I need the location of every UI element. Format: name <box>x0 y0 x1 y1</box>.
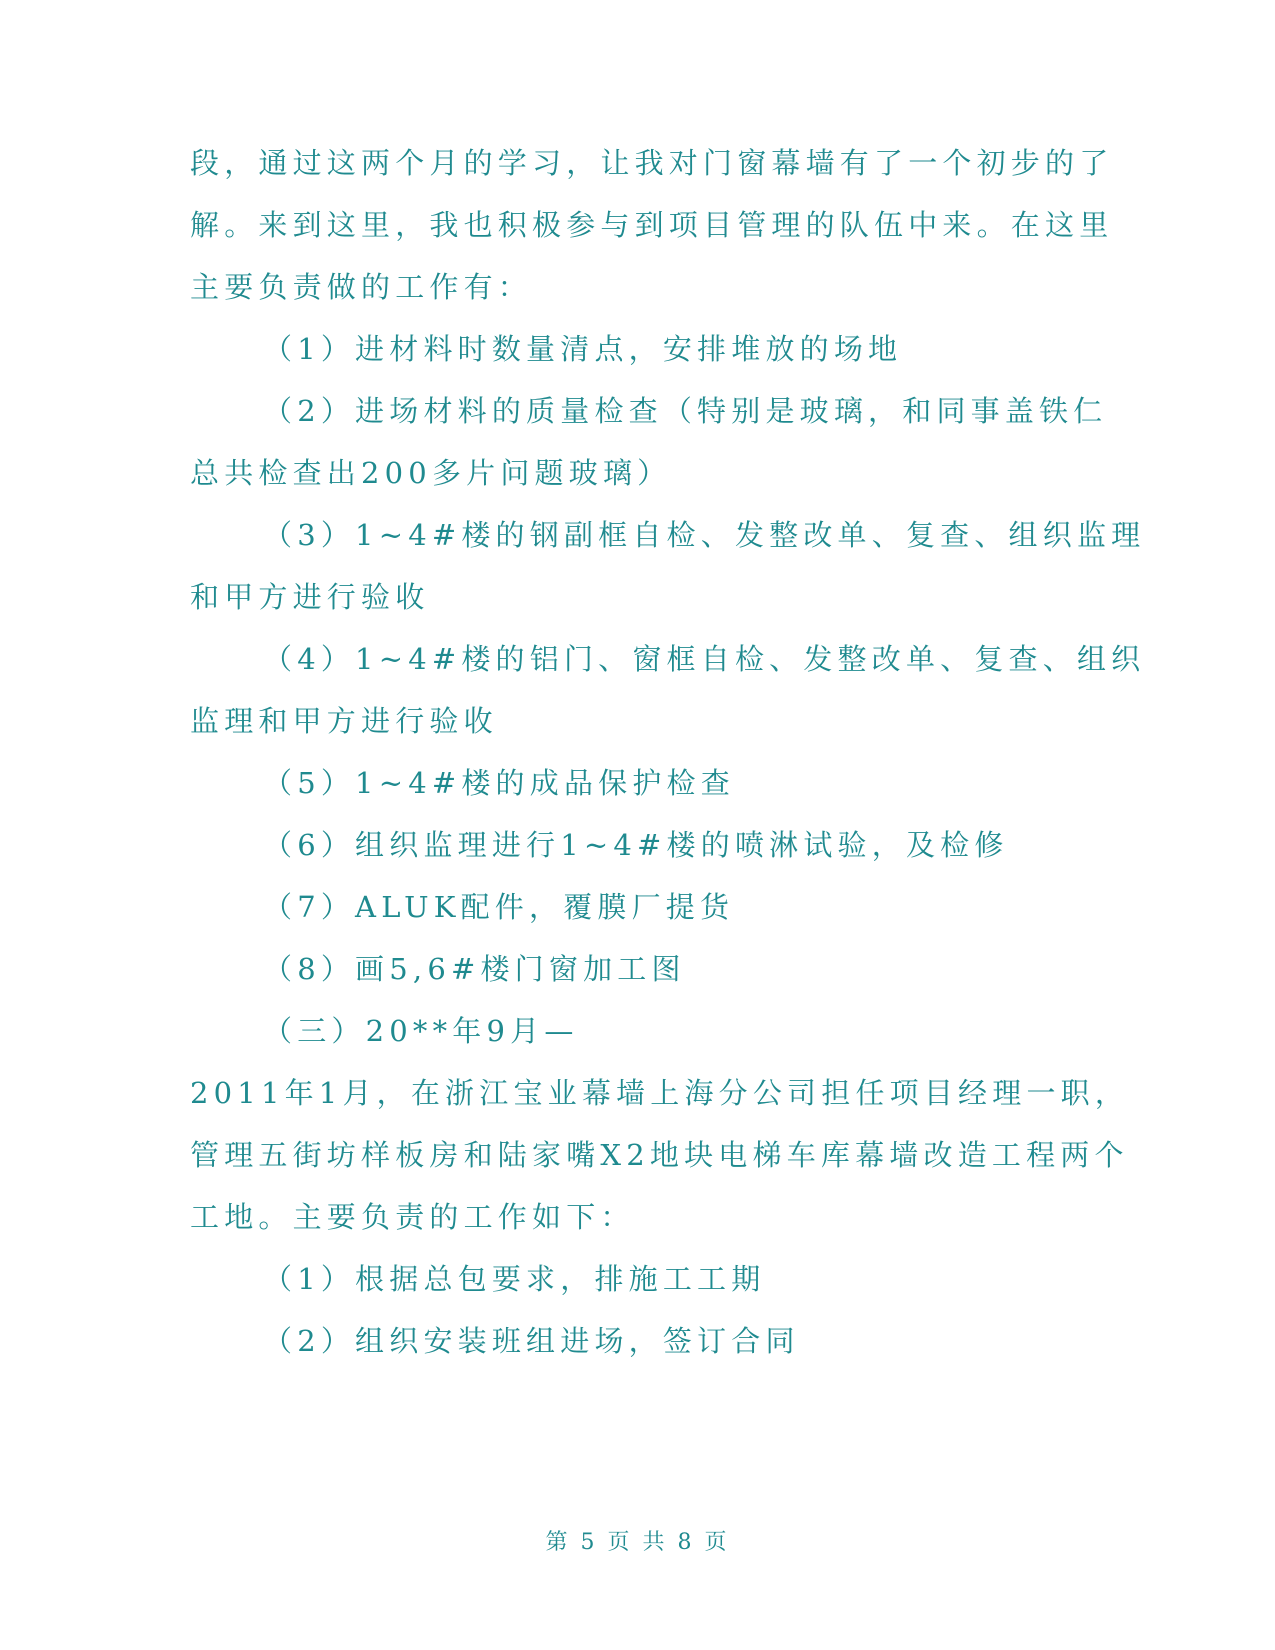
list-item: （5）1~4#楼的成品保护检查 <box>263 766 735 800</box>
list-item: （3）1~4#楼的钢副框自检、发整改单、复查、组织监理 <box>263 518 1146 552</box>
paragraph-line: 工地。主要负责的工作如下： <box>190 1200 635 1234</box>
paragraph-line: 2011年1月，在浙江宝业幕墙上海分公司担任项目经理一职， <box>190 1076 1130 1110</box>
paragraph-line: 解。来到这里，我也积极参与到项目管理的队伍中来。在这里 <box>190 208 1114 242</box>
list-item: （2）进场材料的质量检查（特别是玻璃，和同事盖铁仁 <box>263 394 1108 428</box>
list-item: （2）组织安装班组进场，签订合同 <box>263 1324 800 1358</box>
list-item: （1）进材料时数量清点，安排堆放的场地 <box>263 332 903 366</box>
paragraph-line: 管理五街坊样板房和陆家嘴X2地块电梯车库幕墙改造工程两个 <box>190 1138 1129 1172</box>
list-item: （8）画5,6#楼门窗加工图 <box>263 952 686 986</box>
paragraph-line: 段，通过这两个月的学习，让我对门窗幕墙有了一个初步的了 <box>190 146 1114 180</box>
list-item: （4）1~4#楼的铝门、窗框自检、发整改单、复查、组织 <box>263 642 1146 676</box>
list-item: （6）组织监理进行1~4#楼的喷淋试验，及检修 <box>263 828 1009 862</box>
list-item-continuation: 监理和甲方进行验收 <box>190 704 498 738</box>
section-heading: （三）20**年9月— <box>263 1014 579 1048</box>
list-item-continuation: 和甲方进行验收 <box>190 580 430 614</box>
page-number-footer: 第 5 页 共 8 页 <box>545 1530 730 1555</box>
paragraph-line: 主要负责做的工作有： <box>190 270 533 304</box>
list-item: （1）根据总包要求，排施工工期 <box>263 1262 766 1296</box>
list-item-continuation: 总共检查出200多片问题玻璃） <box>190 456 672 490</box>
list-item: （7）ALUK配件，覆膜厂提货 <box>263 890 735 924</box>
